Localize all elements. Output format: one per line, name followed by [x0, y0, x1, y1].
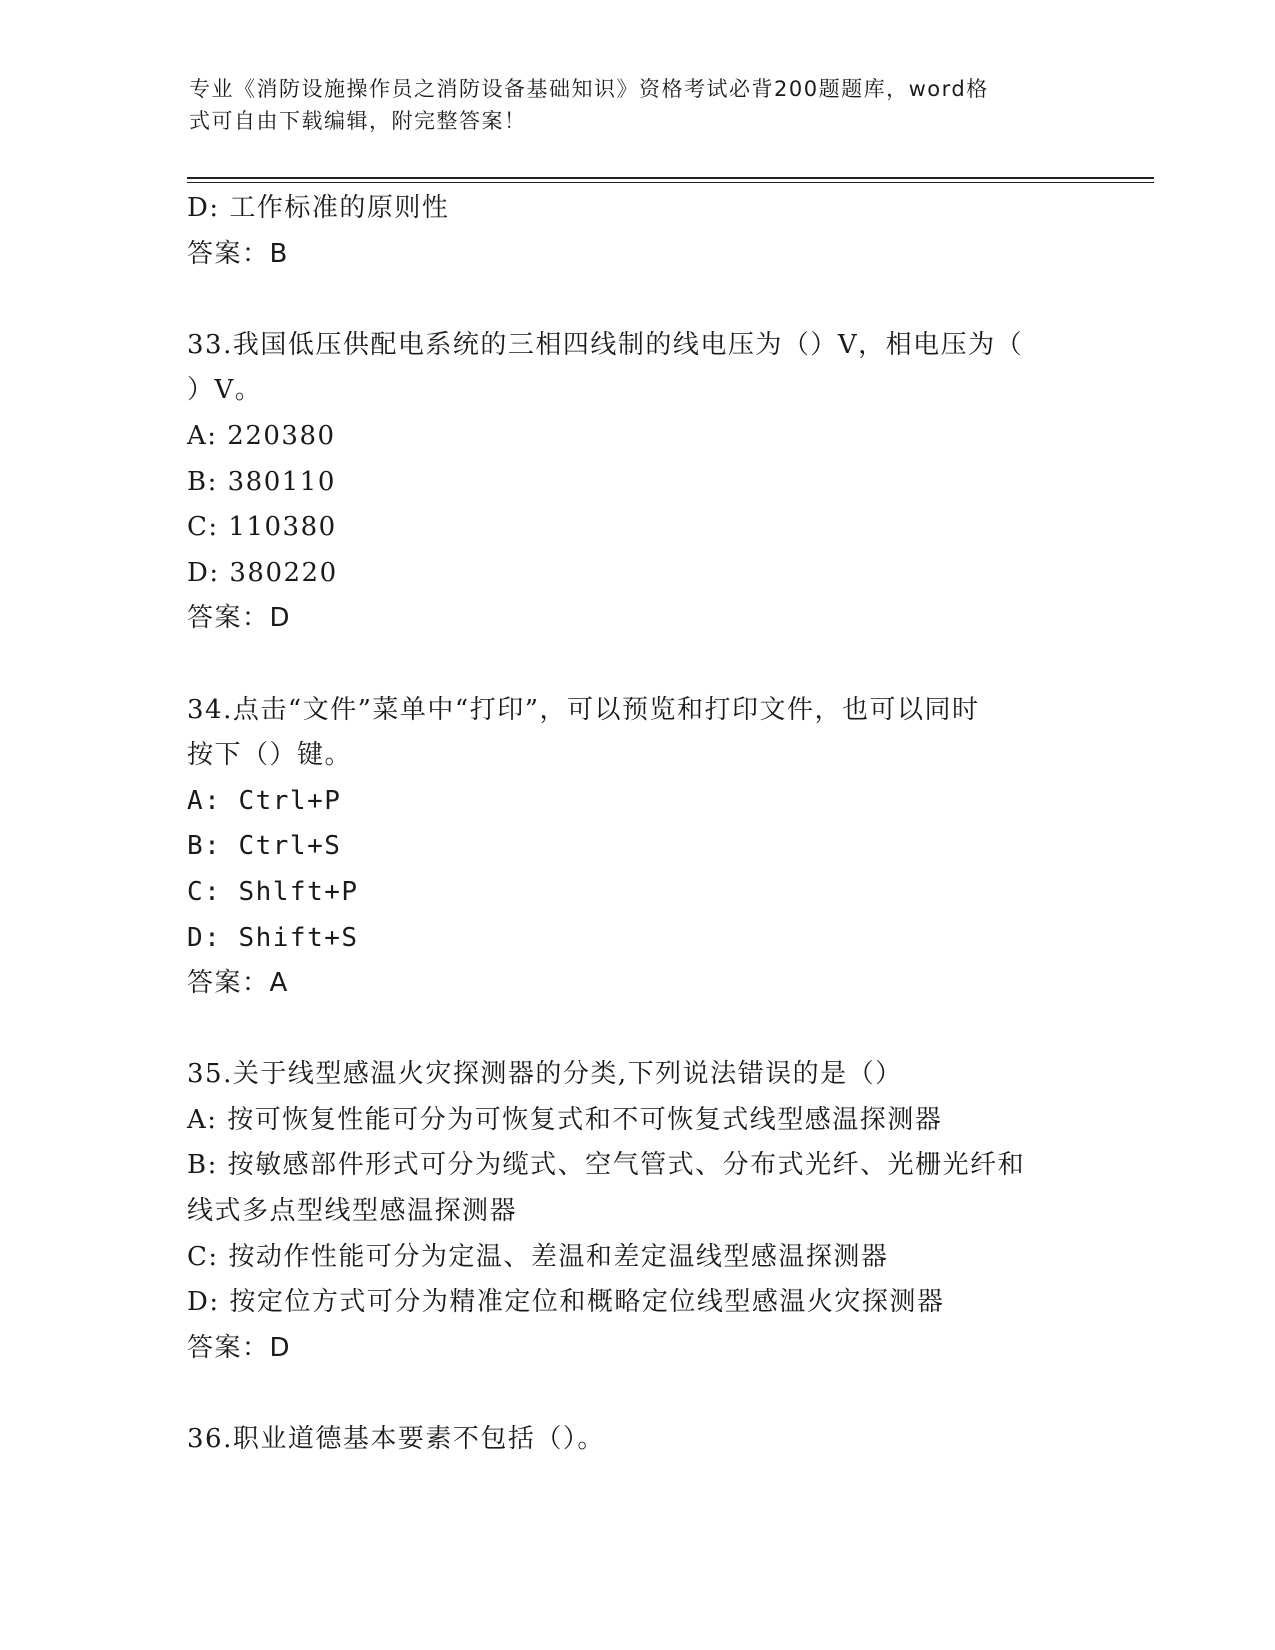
question-32-tail [187, 186, 1087, 277]
header-line-1: 专业《消防设施操作员之消防设备基础知识》资格考试必背200题题库，word格 [189, 77, 989, 101]
spacer [187, 1007, 1087, 1053]
option-a: A: Ctrl+P [187, 785, 342, 816]
answer-line: 答案：B [187, 238, 289, 269]
option-d: D: 380220 [187, 557, 338, 588]
header-line-2: 式可自由下载编辑，附完整答案！ [189, 109, 527, 133]
question-text-cont: ）V。 [187, 375, 263, 406]
spacer [187, 277, 1087, 323]
question-text: 35.关于线型感温火灾探测器的分类,下列说法错误的是（） [187, 1059, 903, 1090]
option-b: B: Ctrl+S [187, 831, 342, 862]
option-d: D: Shift+S [187, 922, 359, 953]
spacer [187, 1371, 1087, 1417]
question-list [187, 186, 1087, 1463]
question-33 [187, 323, 1087, 642]
option-c: C: 按动作性能可分为定温、差温和差定温线型感温探测器 [187, 1241, 889, 1272]
option-b: B: 按敏感部件形式可分为缆式、空气管式、分布式光纤、光栅光纤和 [187, 1150, 1026, 1181]
question-text: 33.我国低压供配电系统的三相四线制的线电压为（）V，相电压为（ [187, 329, 1024, 360]
option-d: D: 工作标准的原则性 [187, 193, 450, 223]
answer-line: 答案：A [187, 968, 289, 999]
question-text: 36.职业道德基本要素不包括（）。 [187, 1424, 605, 1455]
answer-line: 答案：D [187, 1332, 292, 1363]
answer-line: 答案：D [187, 603, 292, 634]
question-36 [187, 1417, 1087, 1463]
document-header [189, 73, 1069, 137]
option-b: B: 380110 [187, 466, 336, 497]
option-a: A: 按可恢复性能可分为可恢复式和不可恢复式线型感温探测器 [187, 1104, 943, 1135]
option-b-cont: 线式多点型线型感温探测器 [187, 1196, 518, 1227]
question-34 [187, 688, 1087, 1007]
question-text-cont: 按下（）键。 [187, 740, 353, 771]
question-text: 34.点击“文件”菜单中“打印”，可以预览和打印文件，也可以同时 [187, 694, 980, 725]
option-d: D: 按定位方式可分为精准定位和概略定位线型感温火灾探测器 [187, 1287, 945, 1318]
header-divider [187, 177, 1154, 183]
spacer [187, 642, 1087, 688]
option-c: C: Shlft+P [187, 876, 359, 907]
option-c: C: 110380 [187, 512, 337, 543]
option-a: A: 220380 [187, 420, 336, 451]
question-35 [187, 1052, 1087, 1371]
